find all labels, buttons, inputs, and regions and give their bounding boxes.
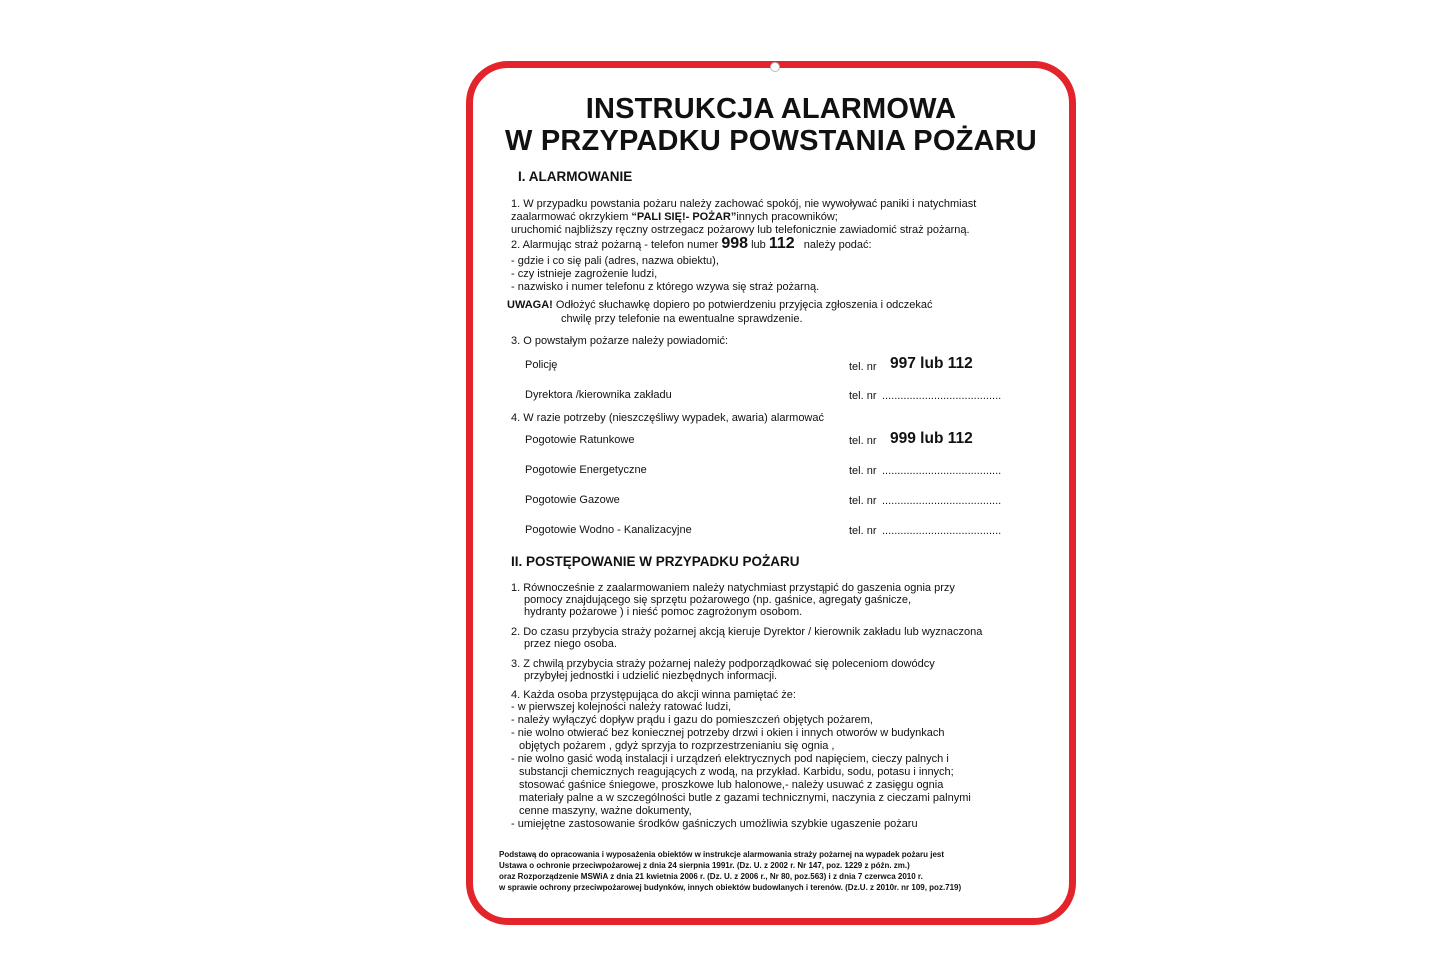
s2-p4-line-4: - nie wolno otwierać bez koniecznej potrzeby drzwi i okien i innych otworów w budynkach (511, 727, 945, 739)
s2-p3-line-1: 3. Z chwilą przybycia straży pożarnej należy podporządkować się poleceniom dowódcy (511, 658, 935, 670)
contact-tel-label: tel. nr (849, 525, 877, 537)
contact-number-blank: ....................................... (882, 495, 1002, 507)
section-1-heading: I. ALARMOWANIE (518, 169, 633, 184)
contact-number-police: 997 lub 112 (890, 355, 973, 372)
contact-name-ambulance: Pogotowie Ratunkowe (525, 434, 635, 446)
contact-name-water: Pogotowie Wodno - Kanalizacyjne (525, 524, 692, 536)
contact-tel-label: tel. nr (849, 361, 877, 373)
contact-tel-label: tel. nr (849, 495, 877, 507)
s2-p1-line-1: 1. Równocześnie z zaalarmowaniem należy natychmiast przystąpić do gaszenia ognia przy (511, 582, 955, 594)
s2-p4-line-2: - w pierwszej kolejności należy ratować ludzi, (511, 701, 732, 713)
s2-p4-line-5: objętych pożarem , gdyż sprzyja to rozprzestrzenianiu się ognia , (519, 740, 835, 752)
s1-p4-intro: 4. W razie potrzeby (nieszczęśliwy wypadek, awaria) alarmować (511, 412, 824, 424)
s2-p2-line-2: przez niego osoba. (524, 638, 617, 650)
s2-p4-line-1: 4. Każda osoba przystępująca do akcji winna pamiętać że: (511, 689, 796, 701)
s1-p2-line-4: - nazwisko i numer telefonu z którego wzywa się straż pożarną. (511, 281, 820, 293)
s1-p3-intro: 3. O powstałym pożarze należy powiadomić: (511, 335, 729, 347)
s1-p2-line-2: - gdzie i co się pali (adres, nazwa obiektu), (511, 255, 719, 267)
contact-name-director: Dyrektora /kierownika zakładu (525, 389, 672, 401)
title-line-1: INSTRUKCJA ALARMOWA (585, 93, 957, 125)
contact-tel-label: tel. nr (849, 390, 877, 402)
footnote-line-4: w sprawie ochrony przeciwpożarowej budynków, innych obiektów budowlanych i terenów. (Dz.U. z 2010r. nr 109, poz.719) (499, 883, 962, 892)
s2-p2-line-1: 2. Do czasu przybycia straży pożarnej akcją kieruje Dyrektor / kierownik zakładu lub wyznaczona (511, 626, 983, 638)
s2-p1-line-3: hydranty pożarowe ) i nieść pomoc zagrożonym osobom. (524, 606, 803, 618)
s1-p2-line-3: - czy istnieje zagrożenie ludzi, (511, 268, 658, 280)
s1-p1-line-1: 1. W przypadku powstania pożaru należy zachować spokój, nie wywoływać paniki i natychmiast (511, 198, 977, 210)
s2-p4-line-9: materiały palne a w szczególności butle z gazami technicznymi, naczynia z cieczami palnymi (519, 792, 971, 804)
s1-p1-line-2: zaalarmować okrzykiem “PALI SIĘ!- POŻAR”innych pracowników; (511, 211, 838, 223)
s1-p1-line-3: uruchomić najbliższy ręczny ostrzegacz pożarowy lub telefonicznie zawiadomić straż pożarną. (511, 224, 970, 236)
s2-p4-line-6: - nie wolno gasić wodą instalacji i urządzeń elektrycznych pod napięciem, cieczy palnych i (511, 753, 949, 765)
s1-p2-line-1: 2. Alarmując straż pożarną - telefon numer 998 lub 112 należy podać: (511, 235, 872, 252)
contact-number-blank: ....................................... (882, 525, 1002, 537)
contact-number-blank: ....................................... (882, 465, 1002, 477)
contact-name-police: Policję (525, 359, 558, 371)
s2-p4-line-11: - umiejętne zastosowanie środków gaśniczych umożliwia szybkie ugaszenie pożaru (511, 818, 918, 830)
title-line-2: W PRZYPADKU POWSTANIA POŻARU (505, 125, 1037, 157)
uwaga-line-2: chwilę przy telefonie na ewentualne sprawdzenie. (561, 313, 803, 325)
section-2-heading: II. POSTĘPOWANIE W PRZYPADKU POŻARU (511, 554, 800, 569)
contact-tel-label: tel. nr (849, 465, 877, 477)
mounting-hole (770, 62, 780, 72)
footnote-line-2: Ustawa o ochronie przeciwpożarowej z dnia 24 sierpnia 1991r. (Dz. U. z 2002 r. Nr 147, poz. 1229 z późn. zm.) (499, 861, 910, 870)
uwaga-line-1: UWAGA! Odłożyć słuchawkę dopiero po potwierdzeniu przyjęcia zgłoszenia i odczekać (507, 299, 933, 311)
s2-p3-line-2: przybyłej jednostki i udzielić niezbędnych informacji. (524, 670, 778, 682)
s2-p4-line-7: substancji chemicznych reagujących z wodą, na przykład. Karbidu, sodu, potasu i innych; (519, 766, 954, 778)
footnote-line-1: Podstawą do opracowania i wyposażenia obiektów w instrukcje alarmowania straży pożarnej na wypadek pożaru jest (499, 850, 945, 859)
contact-number-blank: ....................................... (882, 390, 1002, 402)
s2-p1-line-2: pomocy znajdującego się sprzętu pożarowego (np. gaśnice, agregaty gaśnicze, (524, 594, 912, 606)
contact-number-ambulance: 999 lub 112 (890, 430, 973, 447)
footnote-line-3: oraz Rozporządzenie MSWiA z dnia 21 kwietnia 2006 r. (Dz. U. z 2006 r., Nr 80, poz.563) i z dnia 7 czerwca 2010 r. (499, 872, 923, 881)
contact-name-energy: Pogotowie Energetyczne (525, 464, 647, 476)
s2-p4-line-10: cenne maszyny, ważne dokumenty, (519, 805, 692, 817)
s2-p4-line-3: - należy wyłączyć dopływ prądu i gazu do pomieszczeń objętych pożarem, (511, 714, 873, 726)
contact-tel-label: tel. nr (849, 435, 877, 447)
contact-name-gas: Pogotowie Gazowe (525, 494, 620, 506)
s2-p4-line-8: stosować gaśnice śniegowe, proszkowe lub halonowe,- należy usuwać z zasięgu ognia (519, 779, 944, 791)
